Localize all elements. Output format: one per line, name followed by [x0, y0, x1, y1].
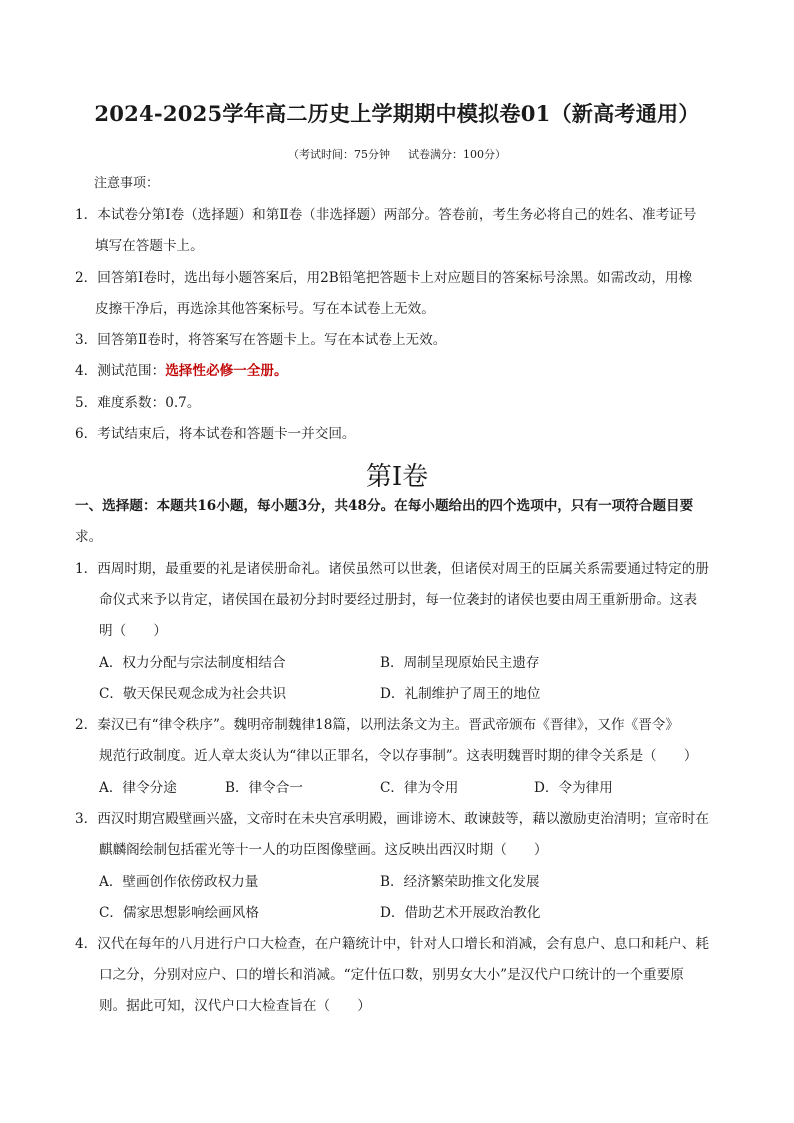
question-2-option-c[interactable]: C．律为令用 [380, 780, 459, 796]
question-1-option-c[interactable]: C．敬天保民观念成为社会共识 [99, 686, 287, 702]
question-3-option-b[interactable]: B．经济繁荣助推文化发展 [380, 874, 540, 890]
notice-item-2-cont: 皮擦干净后，再选涂其他答案标号。写在本试卷上无效。 [95, 301, 435, 317]
question-1-option-d[interactable]: D．礼制维护了周王的地位 [380, 686, 541, 702]
notice-heading: 注意事项： [94, 176, 160, 191]
question-3-line-1: 3．西汉时期宫殿壁画兴盛，文帝时在未央宫承明殿，画诽谤木、敢谏鼓等，藉以激励吏治清明；宣帝时在 [75, 811, 709, 827]
question-3-line-2: 麒麟阁绘制包括霍光等十一人的功臣图像壁画。这反映出西汉时期（ ） [99, 842, 548, 858]
notice-item-6: 6．考试结束后，将本试卷和答题卡一并交回。 [75, 426, 356, 442]
notice-item-1: 1．本试卷分第Ⅰ卷（选择题）和第Ⅱ卷（非选择题）两部分。答卷前，考生务必将自己的姓名、准考证号 [75, 207, 697, 223]
question-1-option-a[interactable]: A．权力分配与宗法制度相结合 [99, 655, 286, 671]
question-1-option-b[interactable]: B．周制呈现原始民主遗存 [380, 655, 540, 671]
notice-item-4-prefix: 4．测试范围： [75, 363, 166, 379]
question-2-option-b[interactable]: B．律令合一 [225, 780, 303, 796]
question-3-option-d[interactable]: D．借助艺术开展政治教化 [380, 905, 541, 921]
question-2-option-d[interactable]: D．令为律用 [534, 780, 613, 796]
question-3-option-c[interactable]: C．儒家思想影响绘画风格 [99, 905, 259, 921]
question-1-line-2: 命仪式来予以肯定，诸侯国在最初分封时要经过册封，每一位袭封的诸侯也要由周王重新册命。这表 [99, 592, 698, 608]
full-score: 试卷满分：100分） [408, 148, 506, 161]
notice-item-2: 2．回答第Ⅰ卷时，选出每小题答案后，用2B铅笔把答题卡上对应题目的答案标号涂黑。如需改动，用橡 [75, 270, 693, 286]
exam-subtitle [0, 146, 794, 162]
question-4-line-3: 则。据此可知，汉代户口大检查旨在（ ） [99, 998, 371, 1014]
question-2-option-a[interactable]: A．律令分途 [99, 780, 177, 796]
exam-time: （考试时间：75分钟 [288, 148, 390, 161]
question-2-line-2: 规范行政制度。近人章太炎认为“律以正罪名，令以存事制”。这表明魏晋时期的律令关系是（ ） [99, 748, 698, 764]
question-1-line-1: 1．西周时期，最重要的礼是诸侯册命礼。诸侯虽然可以世袭，但诸侯对周王的臣属关系需要通过特定的册 [75, 561, 709, 577]
exam-title: 2024-2025学年高二历史上学期期中模拟卷01（新高考通用） [94, 101, 700, 126]
notice-item-4 [75, 362, 288, 380]
notice-item-1-cont: 填写在答题卡上。 [95, 238, 204, 254]
question-4-line-1: 4．汉代在每年的八月进行户口大检查，在户籍统计中，针对人口增长和消减，会有息户、息口和耗户、耗 [75, 936, 709, 952]
instructions-line-1: 一、选择题：本题共16小题，每小题3分，共48分。在每小题给出的四个选项中，只有一项符合题目要 [75, 498, 694, 514]
question-3-option-a[interactable]: A．壁画创作依傍政权力量 [99, 874, 259, 890]
section-title: 第Ⅰ卷 [365, 462, 429, 492]
question-4-line-2: 口之分，分别对应户、口的增长和消减。“定什伍口数，别男女大小”是汉代户口统计的一个重要原 [99, 967, 684, 983]
test-scope-highlight: 选择性必修一全册。 [165, 363, 288, 379]
notice-item-3: 3．回答第Ⅱ卷时，将答案写在答题卡上。写在本试卷上无效。 [75, 332, 447, 348]
instructions-line-2: 求。 [75, 529, 103, 545]
question-1-line-3: 明（ ） [99, 623, 167, 639]
notice-item-5: 5．难度系数：0.7。 [75, 395, 201, 411]
question-2-line-1: 2．秦汉已有“律令秩序”。魏明帝制魏律18篇，以刑法条文为主。晋武帝颁布《晋律》，又作《晋令》 [75, 717, 679, 733]
